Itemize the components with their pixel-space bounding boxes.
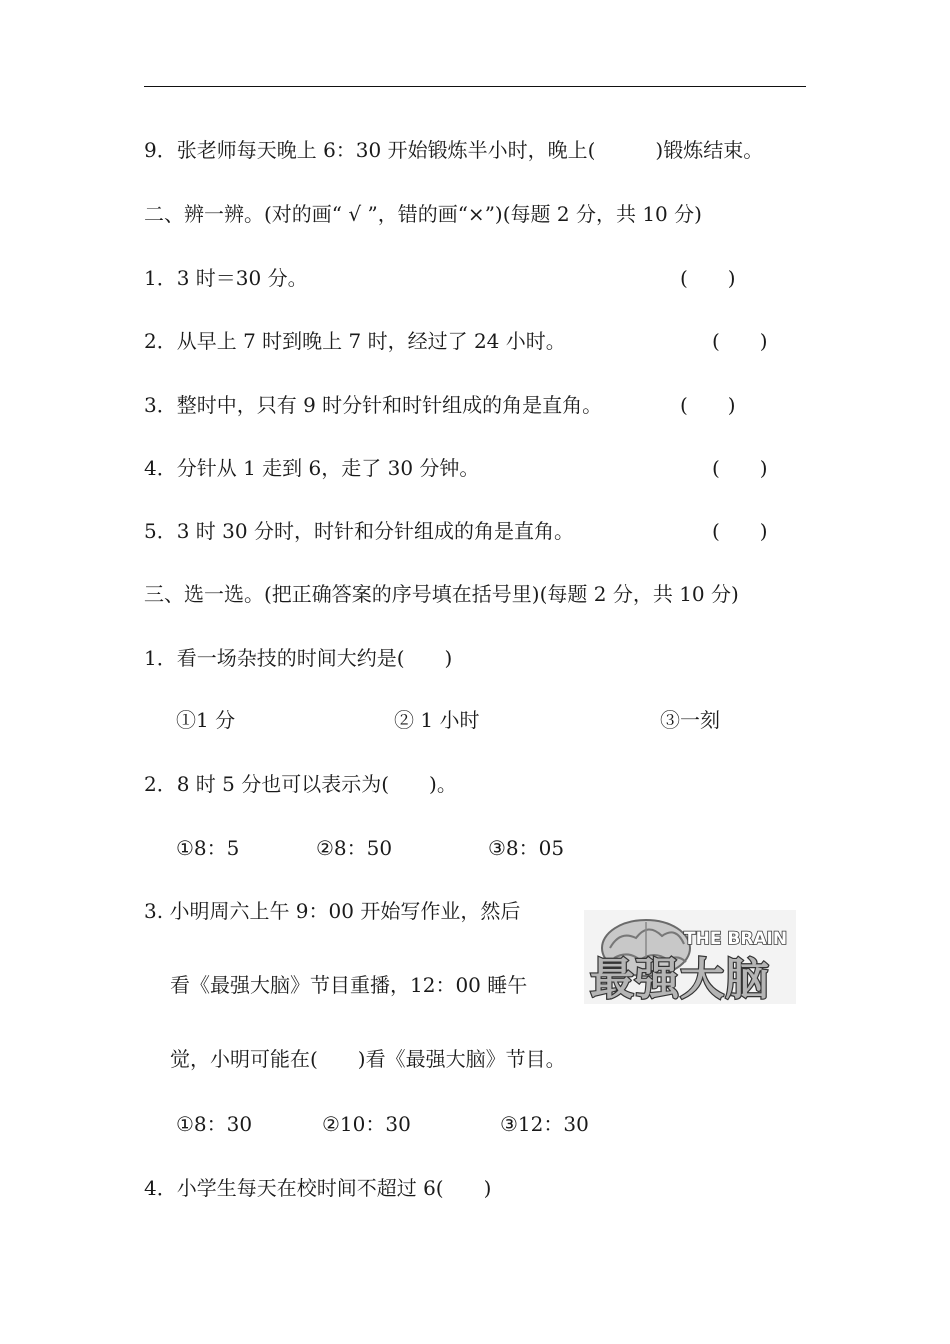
choice-question-3-line-1: 3. 小明周六上午 9：00 开始写作业，然后 xyxy=(144,899,521,923)
q1-option-1[interactable]: ①1 分 xyxy=(176,708,236,732)
answer-blank-4[interactable]: ( ) xyxy=(712,456,768,480)
the-brain-logo xyxy=(584,910,796,1004)
q2-option-1[interactable]: ①8：5 xyxy=(176,836,240,860)
choice-question-4: 4．小学生每天在校时间不超过 6( ) xyxy=(144,1176,492,1200)
q1-option-2[interactable]: ② 1 小时 xyxy=(394,708,480,732)
answer-blank-5[interactable]: ( ) xyxy=(712,519,768,543)
q3-option-1[interactable]: ①8：30 xyxy=(176,1112,253,1136)
answer-blank-1[interactable]: ( ) xyxy=(680,266,736,290)
section-3-title: 三、选一选。(把正确答案的序号填在括号里)(每题 2 分，共 10 分) xyxy=(144,582,739,606)
answer-blank-3[interactable]: ( ) xyxy=(680,393,736,417)
judge-item-4: 4．分针从 1 走到 6，走了 30 分钟。 xyxy=(144,456,480,480)
header-rule xyxy=(144,86,806,87)
q2-option-2[interactable]: ②8：50 xyxy=(316,836,393,860)
logo-english-text: THE BRAIN xyxy=(684,929,788,949)
choice-question-3-line-3: 觉，小明可能在( )看《最强大脑》节目。 xyxy=(170,1047,566,1071)
q3-option-2[interactable]: ②10：30 xyxy=(322,1112,411,1136)
section-2-title: 二、辨一辨。(对的画“ √ ”，错的画“×”)(每题 2 分，共 10 分) xyxy=(144,202,702,226)
q1-option-3[interactable]: ③一刻 xyxy=(660,708,720,732)
judge-item-2: 2．从早上 7 时到晚上 7 时，经过了 24 小时。 xyxy=(144,329,566,353)
logo-chinese-text: 最强大脑 xyxy=(590,954,770,1004)
answer-blank-2[interactable]: ( ) xyxy=(712,329,768,353)
q2-option-3[interactable]: ③8：05 xyxy=(488,836,565,860)
judge-item-1: 1．3 时＝30 分。 xyxy=(144,266,308,290)
question-9: 9．张老师每天晚上 6：30 开始锻炼半小时，晚上( )锻炼结束。 xyxy=(144,138,764,162)
choice-question-1: 1．看一场杂技的时间大约是( ) xyxy=(144,646,453,670)
choice-question-2: 2．8 时 5 分也可以表示为( )。 xyxy=(144,772,457,796)
judge-item-5: 5．3 时 30 分时，时针和分针组成的角是直角。 xyxy=(144,519,574,543)
judge-item-3: 3．整时中，只有 9 时分针和时针组成的角是直角。 xyxy=(144,393,603,417)
q3-option-3[interactable]: ③12：30 xyxy=(500,1112,589,1136)
choice-question-3-line-2: 看《最强大脑》节目重播，12：00 睡午 xyxy=(170,973,528,997)
